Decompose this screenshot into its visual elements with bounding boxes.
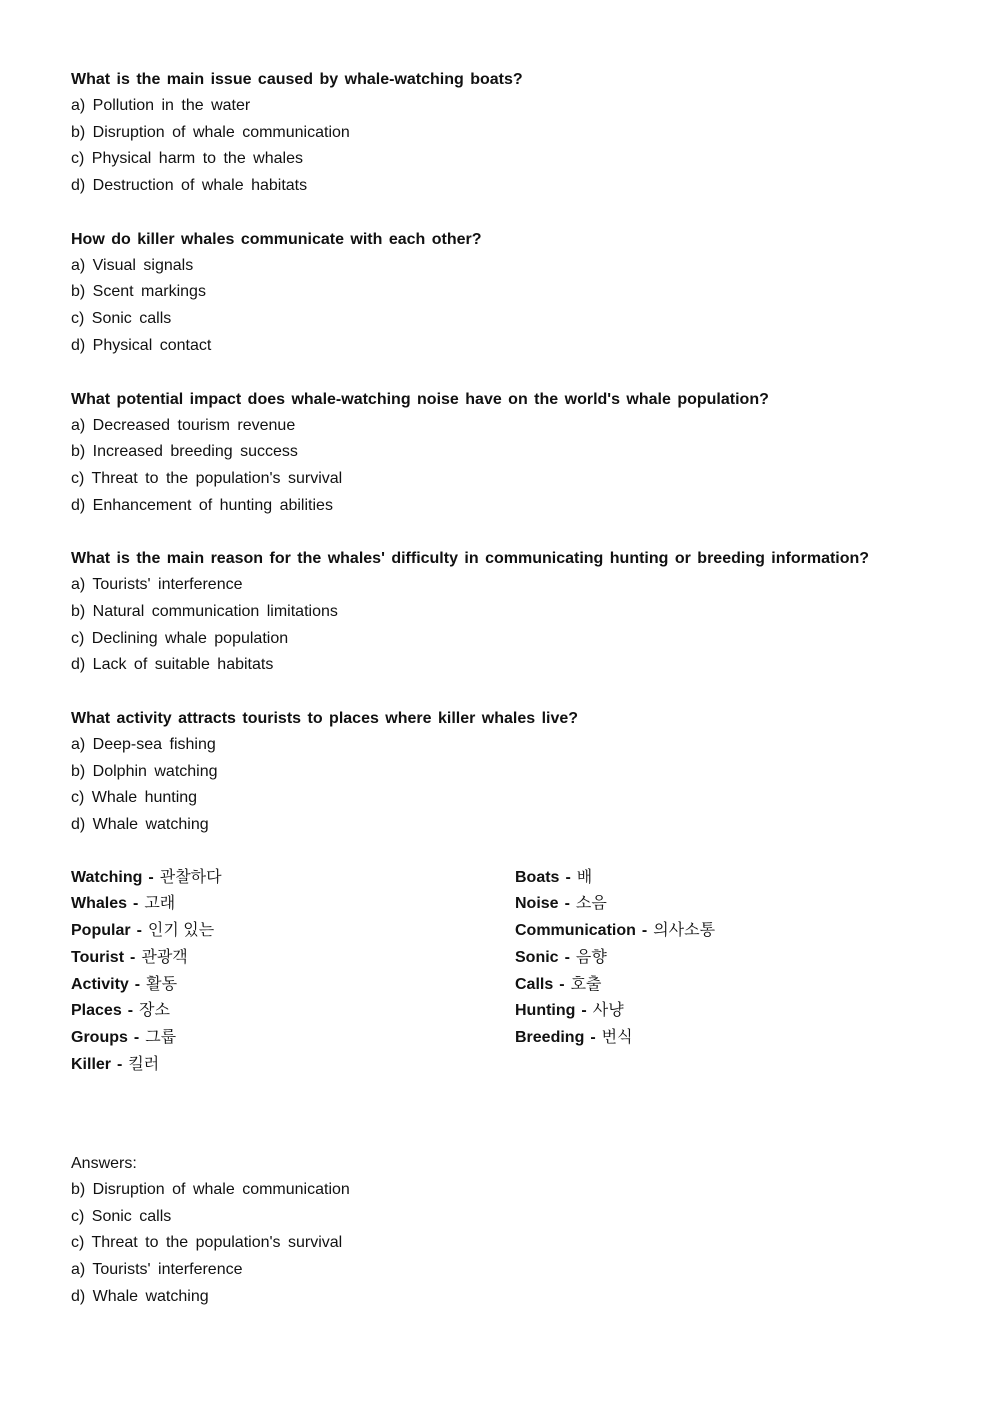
vocab-item [71,1025,491,1052]
worksheet-page [71,66,931,1305]
option-c: c) Declining whale population [71,629,289,647]
option-b: b) Increased breeding success [71,443,298,461]
answer-item: c) Sonic calls [71,1207,172,1225]
option-c: c) Sonic calls [71,310,172,328]
option-d: d) Destruction of whale habitats [71,177,308,195]
question-text: What is the main issue caused by whale-watching boats? [71,71,523,88]
vocab-separator: - [559,975,565,993]
vocab-word: Hunting [515,1002,576,1020]
question-text: What potential impact does whale-watching noise have on the world's whale population? [71,390,769,408]
option-c: c) Whale hunting [71,789,198,807]
question-text: How do killer whales communicate with each other? [71,230,482,248]
option-a: a) Decreased tourism revenue [71,416,296,434]
vocab-item [515,972,935,999]
vocab-meaning: 그룹 [145,1028,177,1046]
vocab-word: Communication [515,922,636,940]
vocab-meaning: 음향 [575,948,607,966]
option-b: b) Natural communication limitations [71,602,338,620]
option-c: c) Threat to the population's survival [71,469,343,487]
vocabulary-list [71,865,931,1080]
option-b: b) Disruption of whale communication [71,123,350,141]
vocab-meaning: 관찰하다 [159,868,222,886]
vocab-word: Places [71,1002,122,1020]
vocab-word: Calls [515,975,554,993]
vocab-separator: - [130,948,136,966]
vocab-meaning: 장소 [139,1002,170,1020]
vocab-word: Watching [71,868,143,886]
question-text: What activity attracts tourists to places where killer whales live? [71,710,579,727]
vocab-separator: - [134,975,141,993]
vocab-separator: - [564,948,570,966]
vocab-meaning: 호출 [570,975,602,993]
answer-item: d) Whale watching [71,1287,209,1305]
vocab-separator: - [133,895,139,913]
option-d: d) Enhancement of hunting abilities [71,496,333,514]
vocab-meaning: 킬러 [128,1055,160,1073]
vocab-separator: - [127,1002,134,1020]
option-a: a) Tourists' interference [71,576,243,594]
question-block-2 [71,226,931,360]
question-block-1 [71,66,931,200]
option-b: b) Dolphin watching [71,762,218,780]
vocab-word: Activity [71,975,129,993]
vocab-word: Tourist [71,948,125,966]
vocab-separator: - [565,868,571,886]
vocab-word: Sonic [515,948,559,966]
vocab-meaning: 의사소통 [653,922,716,940]
vocab-item [71,945,491,972]
vocab-item [515,865,935,892]
option-d: d) Whale watching [71,816,209,834]
vocab-item [71,918,491,945]
vocab-separator: - [641,922,648,940]
vocab-meaning: 인기 있는 [147,922,215,940]
vocab-item [71,972,491,999]
option-a: a) Visual signals [71,256,194,274]
question-block-5 [71,705,931,839]
vocab-meaning: 배 [576,868,593,886]
vocab-item [515,891,935,918]
option-d: d) Physical contact [71,336,212,354]
vocab-meaning: 번식 [601,1028,633,1046]
vocab-separator: - [590,1028,596,1046]
vocab-meaning: 관광객 [141,948,188,966]
vocab-meaning: 사냥 [592,1002,624,1020]
vocab-separator: - [117,1055,123,1073]
question-block-3 [71,386,931,520]
vocab-item [71,891,491,918]
option-b: b) Scent markings [71,283,206,301]
vocab-separator: - [136,922,142,940]
answer-item: a) Tourists' interference [71,1261,243,1279]
vocab-word: Noise [515,895,559,913]
vocabulary-column-right [515,865,935,1052]
vocab-word: Boats [515,868,560,886]
vocab-item [71,998,491,1025]
answer-item: c) Threat to the population's survival [71,1234,343,1252]
option-c: c) Physical harm to the whales [71,150,303,168]
vocab-word: Killer [71,1055,112,1073]
vocab-meaning: 소음 [575,895,607,913]
vocab-separator: - [581,1002,587,1020]
vocab-separator: - [133,1028,140,1046]
vocab-separator: - [564,895,570,913]
vocab-word: Groups [71,1028,128,1046]
option-d: d) Lack of suitable habitats [71,656,274,674]
option-a: a) Pollution in the water [71,97,251,114]
option-a: a) Deep-sea fishing [71,736,216,753]
vocab-word: Whales [71,895,128,913]
vocab-item [71,865,491,892]
vocab-item [515,945,935,972]
vocabulary-column-left [71,865,491,1079]
vocab-item [515,998,935,1025]
vocab-word: Breeding [515,1028,585,1046]
answer-item: b) Disruption of whale communication [71,1181,350,1198]
vocab-meaning: 고래 [144,895,176,913]
vocab-separator: - [148,868,154,886]
answers-heading: Answers: [71,1155,137,1172]
answer-key [71,1150,350,1310]
vocab-word: Popular [71,922,131,940]
vocab-item [515,1025,935,1052]
question-block-4 [71,545,931,679]
question-text: What is the main reason for the whales' difficulty in communicating hunting or breeding information? [71,550,870,568]
vocab-item [71,1052,491,1079]
vocab-item [515,918,935,945]
vocab-meaning: 활동 [146,975,178,993]
